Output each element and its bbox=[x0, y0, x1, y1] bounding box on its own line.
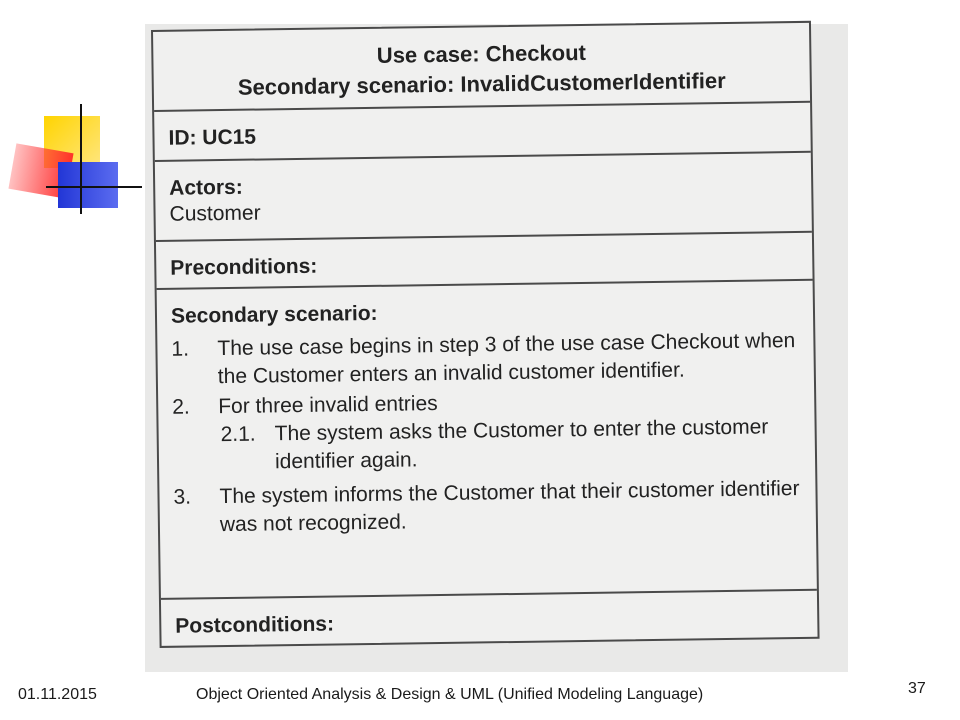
use-case-title: Use case: Checkout bbox=[376, 39, 587, 68]
id-label: ID: UC15 bbox=[168, 125, 257, 150]
postconditions-row bbox=[161, 591, 818, 646]
actors-label: Actors: bbox=[169, 175, 243, 200]
step-number: 2. bbox=[172, 395, 190, 419]
slide-logo-icon bbox=[10, 100, 150, 220]
step-number: 2.1. bbox=[220, 422, 256, 447]
footer-title: Object Oriented Analysis & Design & UML (Unified Modeling Language) bbox=[196, 686, 704, 703]
logo-vertical-line bbox=[80, 104, 82, 214]
step-number: 1. bbox=[171, 337, 190, 361]
logo-horizontal-line bbox=[46, 186, 142, 188]
actors-value: Customer bbox=[169, 201, 261, 226]
step-text: For three invalid entries bbox=[218, 392, 438, 419]
postconditions-label: Postconditions: bbox=[175, 612, 335, 638]
logo-blue-square bbox=[58, 162, 118, 208]
step-text: The system asks the Customer to enter the customer identifier again. bbox=[274, 415, 769, 474]
preconditions-label: Preconditions: bbox=[170, 254, 318, 280]
slide-number: 37 bbox=[908, 680, 926, 697]
scenario-substep bbox=[172, 413, 801, 478]
actors-row bbox=[155, 153, 812, 242]
secondary-scenario-label: Secondary scenario: bbox=[170, 301, 378, 328]
step-number: 3. bbox=[173, 485, 192, 509]
use-case-card bbox=[151, 21, 820, 648]
step-text: The use case begins in step 3 of the use case Checkout when the Customer enters an invalid customer identifier. bbox=[217, 329, 796, 389]
scenario-step bbox=[171, 327, 800, 392]
footer-date: 01.11.2015 bbox=[18, 686, 97, 703]
secondary-scenario-row bbox=[157, 281, 817, 600]
use-case-header bbox=[153, 23, 810, 112]
scenario-step bbox=[173, 475, 802, 540]
step-text: The system informs the Customer that their customer identifier was not recognized. bbox=[219, 476, 800, 537]
id-row bbox=[154, 103, 811, 162]
scenario-title: Secondary scenario: InvalidCustomerIdentifier bbox=[237, 67, 726, 100]
scanned-page bbox=[145, 24, 848, 672]
